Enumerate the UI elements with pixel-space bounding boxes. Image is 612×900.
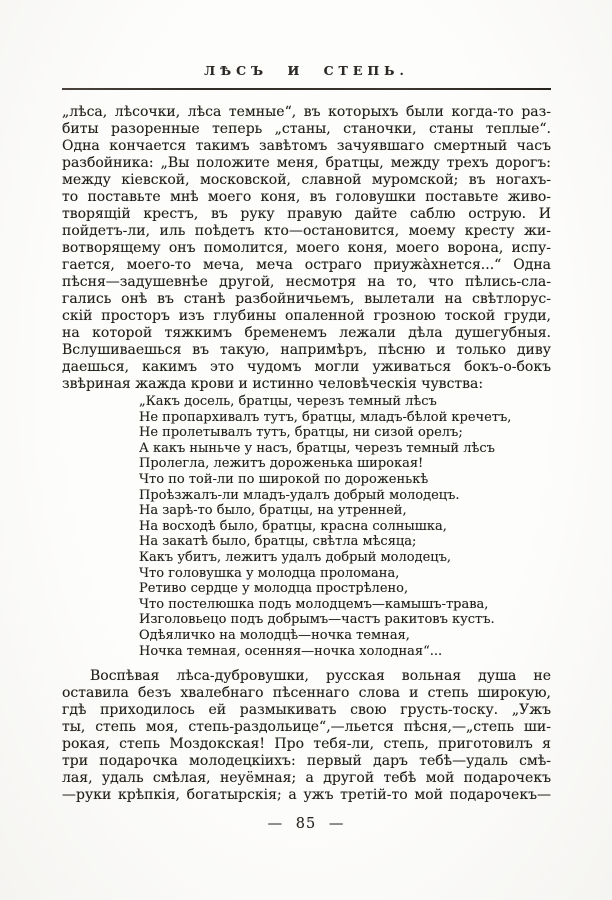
text-line: звѣриная жажда крови и истинно человѣческія чувства: [62,376,484,392]
verse-line: На зарѣ-то было, братцы, на утренней, [139,503,407,519]
text-line: творящій крестъ, въ руку правую дайте саблю острую. И [62,206,551,222]
text-block [62,104,551,804]
verse-line: „Какъ досель, братцы, черезъ темный лѣсъ [139,394,437,409]
verse-line: Проѣзжалъ-ли младъ-удалъ добрый молодецъ. [139,487,460,503]
text-line: гались онѣ въ станѣ разбойничьемъ, вылетали на свѣтлорус- [62,291,551,307]
text-line: биты разоренные теперь „станы, станочки, станы теплые“. [62,121,551,137]
text-line: скій просторъ изъ глубины опаленной грозною тоской груди, [62,308,551,324]
text-line: —руки крѣпкія, богатырскія; а ужъ третій-то мой подарочекъ— [62,787,551,804]
verse-line: На закатѣ было, братцы, свѣтла мѣсяца; [139,534,417,550]
text-line: на которой тяжкимъ бременемъ лежали дѣла душегубныя. [62,325,551,341]
paragraph-2 [62,668,551,804]
text-line: разбойника: „Вы положите меня, братцы, между трехъ дорогъ: [62,155,551,171]
text-line: лая, удаль смѣлая, неуёмная; а другой тебѣ мой подарочекъ [62,770,551,787]
verse-block [139,394,551,659]
text-line: между кіевской, московской, славной муромской; въ ногахъ- [62,172,551,188]
text-line: Одна кончается такимъ завѣтомъ зачуявшаго смертный часъ [62,138,551,154]
text-line: пойдетъ-ли, иль поѣдетъ кто—остановится, моему кресту жи- [62,223,551,239]
verse-line: Изголовьецо подъ добрымъ—частъ ракитовъ кустъ. [139,612,495,628]
verse-line: Что по той-ли по широкой по дороженькѣ [139,471,429,487]
text-line: „лѣса, лѣсочки, лѣса темные“, въ которыхъ были когда-то раз- [62,104,551,120]
verse-line: Не пропархивалъ тутъ, братцы, младъ-бѣлой кречетъ, [139,409,512,425]
text-line: гается, моего-то меча, меча остраго приужа̀хнется...“ Одна [62,257,551,273]
verse-line: Какъ убитъ, лежитъ удалъ добрый молодецъ, [139,549,452,565]
verse-line: Что головушка у молодца проломана, [139,565,400,581]
header-rule [62,88,551,90]
text-line: даешься, какимъ это чудомъ могли уживаться бокъ-о-бокъ [62,359,551,375]
text-line: пѣсня—задушевнѣе другой, несмотря на то, что пѣлись-сла- [62,274,551,290]
text-line: Вслушиваешься въ такую, напримѣръ, пѣсню и только диву [62,342,551,358]
text-line: гдѣ приходилось ей размыкивать свою грусть-тоску. „Ужъ [62,702,551,719]
verse-line: Ночка темная, осенняя—ночка холодная“... [139,643,443,659]
text-line: оставила безъ хвалебнаго пѣсеннаго слова и степь широкую, [62,685,551,702]
verse-line: Что постелюшка подъ молодцемъ—камышъ-трава, [139,596,489,612]
text-line: Воспѣвая лѣса-дубровушки, русская вольная душа не [90,668,551,685]
page-number: — 85 — [267,816,345,832]
verse-line: На восходѣ было, братцы, красна солнышка, [139,518,447,534]
text-line: три подарочка молодецкіихъ: первый даръ тебѣ—удаль смѣ- [62,753,551,770]
verse-line: Пролегла, лежитъ дороженька широкая! [139,456,424,472]
text-line: то поставьте мнѣ моего коня, въ головушки поставьте живо- [62,189,551,205]
verse-line: Ретиво сердце у молодца прострѣлено, [139,581,409,597]
verse-line: Не пролетывалъ тутъ, братцы, ни сизой орелъ; [139,425,463,441]
paragraph-1 [62,104,551,393]
text-line: вотворящему онъ помолится, моего коня, моего ворона, испу- [62,240,551,256]
verse-line: А какъ ныньче у насъ, братцы, черезъ темный лѣсъ [139,440,495,456]
text-line: ты, степь моя, степь-раздольице“,—льется пѣсня,—„степь ши- [62,719,551,736]
text-line: рокая, степь Моздокская! Про тебя-ли, степь, приготовилъ я [62,736,551,753]
running-header: ЛѢСЪ И СТЕПЬ. [204,63,409,78]
verse-line: Одѣяличко на молодцѣ—ночка темная, [139,627,410,643]
